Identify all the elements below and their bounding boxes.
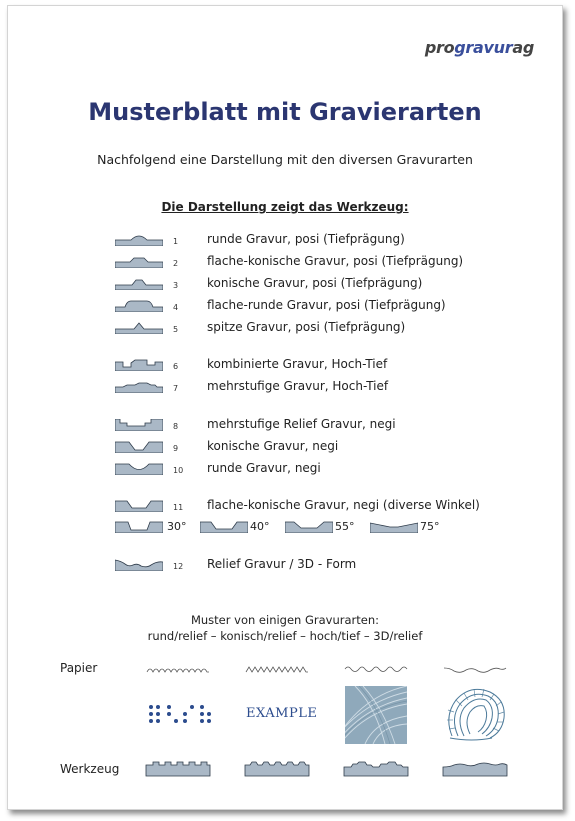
braille-dots-sample bbox=[147, 704, 217, 726]
page-title: Musterblatt mit Gravierarten bbox=[88, 98, 482, 126]
tool-profile-icon bbox=[442, 761, 508, 777]
samples-heading: Muster von einigen Gravurarten: rund/relief – konisch/relief – hoch/tief – 3D/relief bbox=[147, 613, 423, 643]
tool-profile-icon bbox=[244, 761, 310, 777]
page-subtitle: Nachfolgend eine Darstellung mit den diversen Gravurarten bbox=[97, 152, 473, 167]
sample-column-high-low bbox=[343, 660, 413, 679]
sample-column-3d-relief bbox=[442, 660, 512, 679]
round-positive-profile-icon bbox=[115, 234, 163, 246]
multistep-high-low-profile-icon bbox=[115, 381, 163, 393]
engraving-label: konische Gravur, negi bbox=[207, 439, 339, 453]
multistep-relief-negative-profile-icon bbox=[115, 419, 163, 431]
flat-round-positive-profile-icon bbox=[115, 300, 163, 312]
combined-high-low-profile-icon bbox=[115, 359, 163, 371]
relief-texture-sample bbox=[345, 686, 407, 744]
paper-profile-icon bbox=[145, 665, 211, 675]
engraving-label: runde Gravur, negi bbox=[207, 461, 321, 475]
seashell-relief-sample bbox=[442, 686, 508, 742]
angle-40-profile-icon bbox=[200, 521, 248, 533]
conical-positive-profile-icon bbox=[115, 278, 163, 290]
engraving-label: mehrstufige Gravur, Hoch-Tief bbox=[207, 379, 389, 393]
flat-conical-positive-profile-icon bbox=[115, 256, 163, 268]
flat-conical-negative-profile-icon bbox=[115, 500, 163, 512]
engraving-label: flache-konische Gravur, negi (diverse Winkel) bbox=[207, 498, 480, 512]
relief-3d-profile-icon bbox=[115, 559, 163, 571]
paper-profile-icon bbox=[343, 665, 409, 675]
section-heading: Die Darstellung zeigt das Werkzeug: bbox=[161, 200, 409, 214]
angle-75-profile-icon bbox=[370, 521, 418, 533]
conical-negative-profile-icon bbox=[115, 441, 163, 453]
paper-profile-icon bbox=[442, 665, 508, 675]
angle-55-profile-icon bbox=[285, 521, 333, 533]
company-logo: progravurag bbox=[424, 38, 534, 57]
sample-column-conical-relief bbox=[244, 660, 318, 721]
tool-label: Werkzeug bbox=[60, 762, 120, 776]
engraving-label: Relief Gravur / 3D - Form bbox=[207, 557, 357, 571]
engraving-label: runde Gravur, posi (Tiefprägung) bbox=[207, 232, 405, 246]
paper-label: Papier bbox=[60, 661, 98, 675]
engraving-label: flache-konische Gravur, posi (Tiefprägung) bbox=[207, 254, 464, 268]
engraving-label: spitze Gravur, posi (Tiefprägung) bbox=[207, 320, 406, 334]
sample-column-round-relief bbox=[145, 660, 215, 679]
paper-profile-icon bbox=[244, 665, 310, 675]
angle-variants: 30° 40° 55° 75° bbox=[115, 519, 515, 537]
round-negative-profile-icon bbox=[115, 463, 163, 475]
engraving-label: kombinierte Gravur, Hoch-Tief bbox=[207, 357, 388, 371]
engraving-label: flache-runde Gravur, posi (Tiefprägung) bbox=[207, 298, 446, 312]
engraving-label: konische Gravur, posi (Tiefprägung) bbox=[207, 276, 423, 290]
sample-sheet: progravurag Musterblatt mit Gravierarten Nachfolgend eine Darstellung mit den diversen Gravurarten Die Darstellung zeigt das Werkzeug: 1 runde Gravur, posi (Tiefprägung) 2 flache-konische Gravur, posi (Tiefprägung) 3 konische Gravur, posi (Tiefprägung) 4 flache-runde Gravur, posi (Tiefprägung) 5 spitze Gravur, posi (Tiefprägung) 6 kombinierte Gravur, Hoch-Tief 7 mehrstufige Gravur, Hoch-Tief 8 mehrstufige Relief Gravur, negi 9 konische Gravur, negi 10 runde Gravur, negi 11 flache-konische Gravur, negi (diverse Winkel) 30° 40° 55° 75° 12 Relief Gravur / 3D - Form Muster von einigen Gravurarten: rund/relief – konisch/relief – hoch/tief – 3D/relief Papier Werkzeug EXAMPLE bbox=[7, 5, 563, 810]
pointed-positive-profile-icon bbox=[115, 322, 163, 334]
tool-profile-icon bbox=[343, 761, 409, 777]
tool-profile-icon bbox=[145, 761, 211, 777]
example-text-sample: EXAMPLE bbox=[246, 706, 318, 721]
engraving-label: mehrstufige Relief Gravur, negi bbox=[207, 417, 396, 431]
angle-30-profile-icon bbox=[115, 521, 163, 533]
